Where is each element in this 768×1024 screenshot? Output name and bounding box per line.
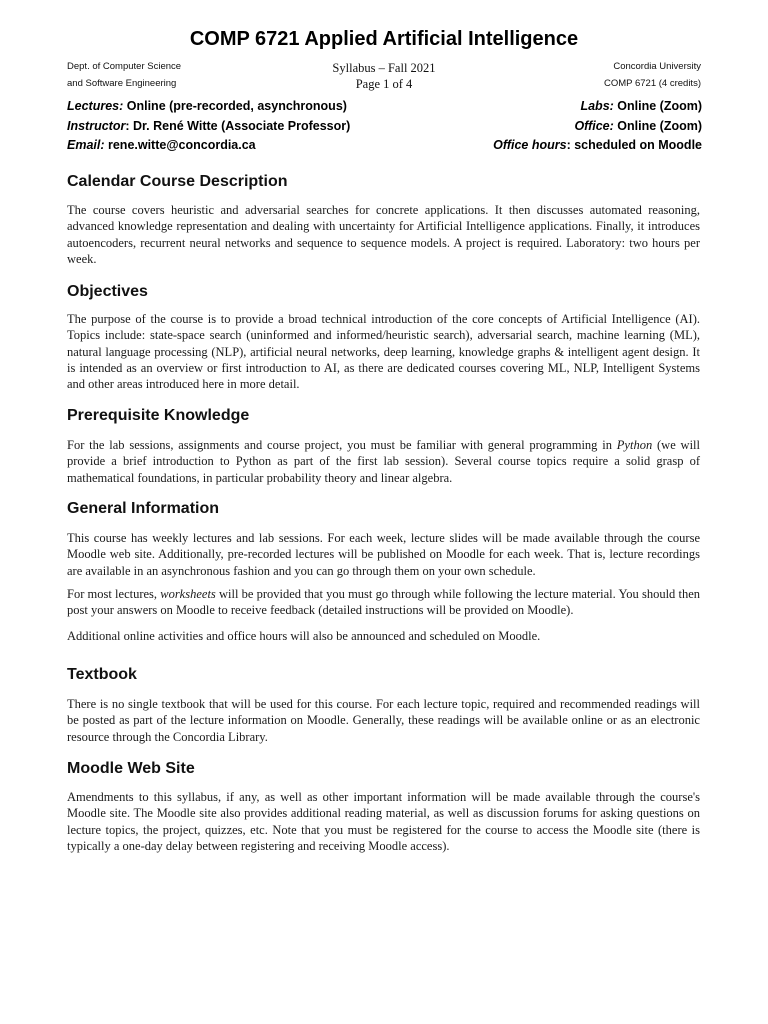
instructor-value: : Dr. René Witte (Associate Professor) (125, 119, 351, 133)
meta-row-lectures (67, 96, 702, 116)
document-title: COMP 6721 Applied Artificial Intelligence (189, 28, 579, 50)
office-hours-label: Office hours (493, 138, 567, 152)
objectives-heading: Objectives (67, 283, 148, 300)
office-value: Online (Zoom) (613, 119, 702, 133)
calendar-description-text: The course covers heuristic and adversarial searches for concrete applications. It then discusses automated reasoning, advanced knowledge representation and dealing with uncertainty for Artificial Intelligence applications. Finally, it introduces autoencoders, recurrent neural networks and sequence to sequence models. A project is required. Laboratory: two hours per week. (67, 203, 700, 266)
textbook-heading: Textbook (67, 666, 137, 683)
prerequisite-text-end: (we will provide a brief introduction to Python as part of the first lab session). Several course topics require a solid grasp of mathematical foundations, in particular probability theory and linear algebra. (67, 438, 701, 485)
office-hours-info (493, 135, 702, 155)
university-name: Concordia University (613, 61, 701, 72)
general-information-heading: General Information (67, 500, 220, 517)
course-credits: COMP 6721 (4 credits) (604, 78, 701, 89)
instructor-label: Instructor (67, 119, 126, 133)
prerequisite-text (67, 437, 700, 486)
general-information-paragraph-1: This course has weekly lectures and lab sessions. For each week, lecture slides will be made available through the course Moodle web site. Additionally, pre-recorded lectures will be published on Moodle for each week. That is, lecture recordings are available in an asynchronous fashion and you can go through them on your own schedule. (67, 531, 700, 578)
email-label: Email: (67, 138, 105, 152)
instructor-info (67, 116, 350, 136)
email-value: rene.witte@concordia.ca (104, 138, 256, 152)
lectures-label: Lectures: (67, 99, 124, 113)
meta-row-instructor (67, 116, 702, 136)
moodle-heading: Moodle Web Site (67, 760, 195, 777)
office-hours-value: : scheduled on Moodle (566, 138, 702, 152)
email-info (67, 135, 256, 155)
labs-label: Labs: (580, 99, 614, 113)
labs-info (580, 96, 702, 116)
python-emphasis: Python (616, 438, 653, 452)
prerequisite-text-start: For the lab sessions, assignments and course project, you must be familiar with general programming in (67, 438, 617, 452)
office-label: Office: (574, 119, 614, 133)
calendar-description-heading: Calendar Course Description (67, 173, 288, 190)
office-info (574, 116, 702, 136)
university-block (604, 58, 701, 92)
prerequisite-heading: Prerequisite Knowledge (67, 407, 250, 424)
department-line-2: and Software Engineering (67, 78, 177, 89)
syllabus-term: Syllabus – Fall 2021 (332, 61, 436, 75)
worksheets-text-start: For most lectures, (67, 587, 161, 601)
worksheets-text-end: will be provided that you must go through while following the lecture material. You should then post your answers on Moodle to receive feedback (detailed instructions will be provided on Moodle). (67, 587, 701, 618)
department-line-1: Dept. of Computer Science (67, 61, 182, 72)
lectures-info (67, 96, 347, 116)
worksheets-emphasis: worksheets (160, 587, 216, 601)
general-information-paragraph-2 (67, 586, 700, 619)
lectures-value: Online (pre-recorded, asynchronous) (123, 99, 347, 113)
meta-row-email (67, 135, 702, 155)
labs-value: Online (Zoom) (613, 99, 702, 113)
objectives-text: The purpose of the course is to provide a broad technical introduction of the core concepts of Artificial Intelligence (AI). Topics include: state-space search (uninformed and informed/heuristic search), adversarial search, machine learning (ML), natural language processing (NLP), artificial neural networks, deep learning, knowledge graphs & intelligent agent design. It is intended as an overview or first introduction to AI, as there are dedicated courses covering ML, NLP, Intelligent Systems and other areas introduced here in more detail. (67, 312, 700, 392)
page-number: Page 1 of 4 (355, 77, 413, 91)
textbook-text: There is no single textbook that will be used for this course. For each lecture topic, required and recommended readings will be posted as part of the lecture information on Moodle. Generally, these readings will be available online or as an electronic resource through the Concordia Library. (67, 697, 700, 744)
general-information-paragraph-3: Additional online activities and office hours will also be announced and scheduled on Moodle. (67, 629, 541, 643)
moodle-text: Amendments to this syllabus, if any, as well as other important information will be made available through the course's Moodle site. The Moodle site also provides additional reading material, as well as discussion forums for asking questions on lecture topics, the project, quizzes, etc. Note that you must be registered for the course to access the Moodle site (there is typically a one-day delay between registering and receiving Moodle access). (67, 790, 700, 853)
